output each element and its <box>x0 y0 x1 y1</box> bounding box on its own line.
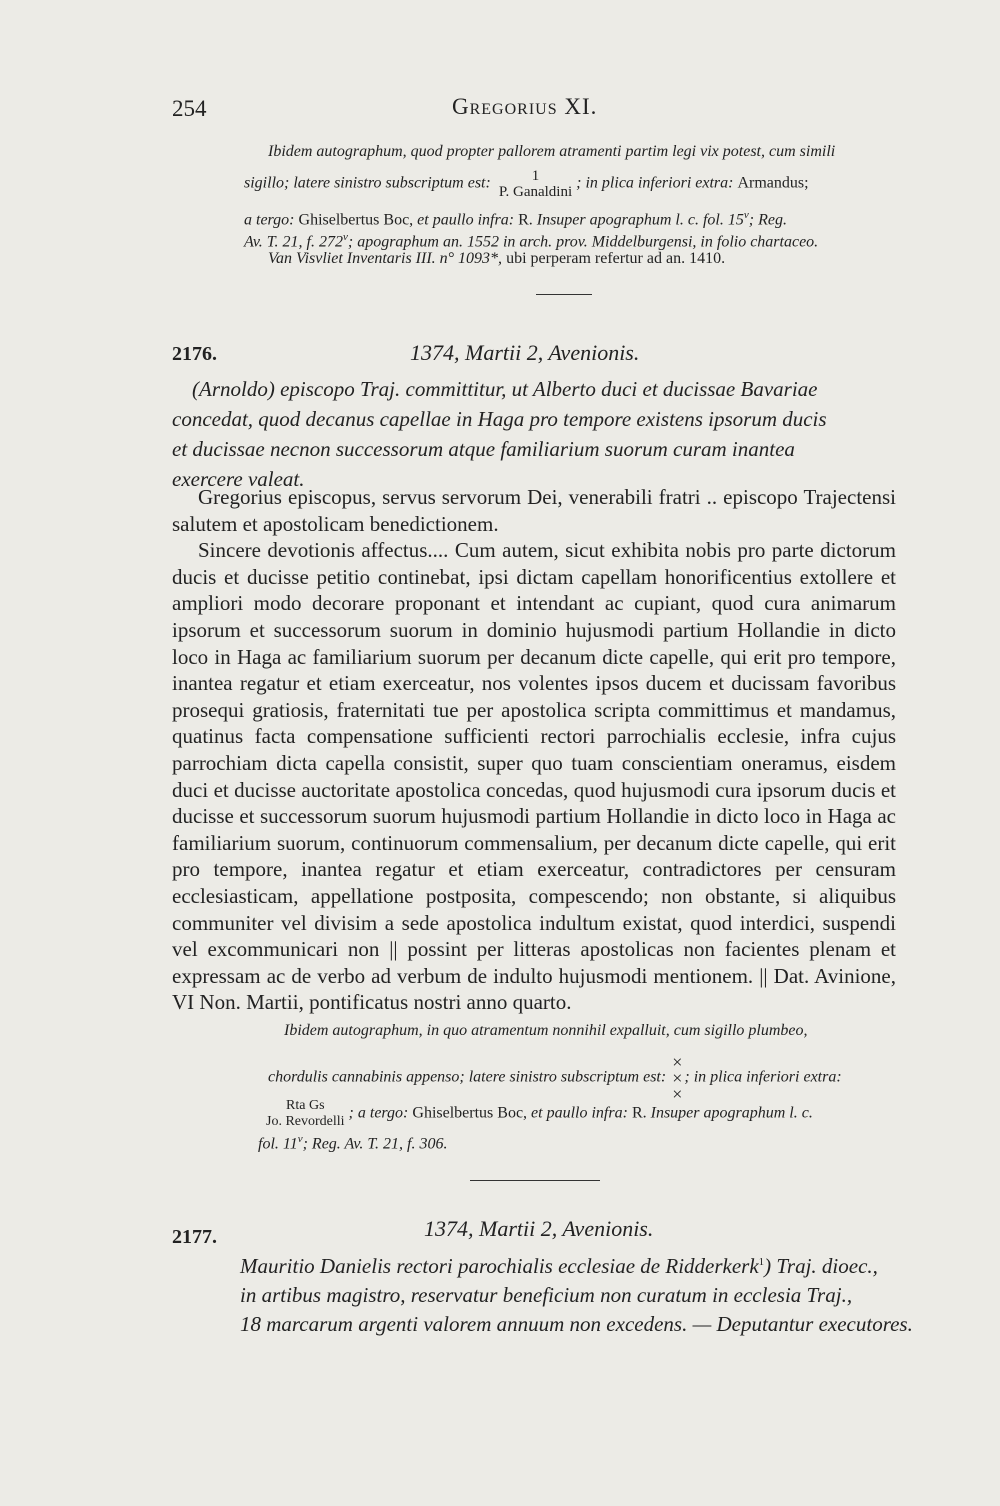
running-title: Gregorius XI. <box>452 94 598 119</box>
entry-number: 2176. <box>172 343 217 365</box>
letter-paragraph: Sincere devotionis affectus.... Cum autem, sicut exhibita nobis pro parte dictorum ducis et ducisse petitio continebat, ipsi dictam capellam honorificentius extollere et ampliori modo decorare proponant et intendant ac cupiant, quod cura animarum ipsorum et successorum suorum in dominio hujusmodi partium Hollandie in dicto loco in Haga ac familiarium suorum per decanum dicte capelle, qui erit pro tempore, inantea regatur et etiam exerceatur, nos volentes ipsos ducem et ducissam favoribus prosequi gratiosis, fraternitati tue per apostolica scripta committimus et mandamus, quatinus facta compensatione sufficienti rectori parrochialis ecclesie, infra cujus parrochiam dicta capella consistit, super quo tuam conscientiam oneramus, eisdem duci et ducisse auctoritate apostolica concedas, quod hujusmodi cura ipsorum ducis et ducisse et successorum suorum hujusmodi partium Hollandie in dicto loco in Haga ac familiarium suorum, continuorum commensalium, per decanum dicte capelle, qui erit pro tempore, inantea regatur et etiam exerceatur, contradictores per censuram ecclesiasticam, appellatione postposita, compescendo; non obstante, si aliquibus communiter vel divisim a sede apostolica indultum existat, quod interdici, suspendi vel excommunicari non || possint per litteras apostolicas non facientes plenam et expressam ac de verbo ad verbum de indulto hujusmodi mentionem. || Dat. Avinione, VI Non. Martii, pontificatus nostri anno quarto. <box>172 538 896 1015</box>
entry-summary: (Arnoldo) episcopo Traj. committitur, ut Alberto duci et ducissae Bavariae concedat, quod decanus capellae in Haga pro tempore existens ipsorum ducis et ducissae necnon successorum atque familiarium suorum curam inantea exercere valeat. <box>172 377 827 491</box>
note-line: Rta Gs Jo. Revordelli ; a tergo: Ghiselbertus Boc, et paullo infra: R. Insuper apographum l. c. <box>266 1098 813 1129</box>
signature-fraction: 1 P. Ganaldini <box>498 168 573 200</box>
entry-date: 1374, Martii 2, Avenionis. <box>410 340 640 365</box>
entry-summary: Mauritio Danielis rectori parochialis ecclesiae de Ridderkerk$^1$) Traj. dioec., in artibus magistro, reservatur beneficium non curatum in ecclesia Traj., 18 marcarum argenti valorem annuum non excedens. — Deputantur executores. <box>240 1254 913 1336</box>
letter-paragraph: Gregorius episcopus, servus servorum Dei, venerabili fratri .. episcopo Trajectensi salutem et apostolicam benedictionem. <box>172 485 896 536</box>
note-line: Ibidem autographum, quod propter pallorem atramenti partim legi vix potest, cum simili <box>268 143 836 160</box>
note-line: Van Visvliet Inventaris III. n° 1093*, ubi perperam refertur ad an. 1410. <box>268 250 726 267</box>
note-line: chordulis cannabinis appenso; latere sinistro subscriptum est: × × ×; in plica inferiori extra: <box>268 1052 842 1104</box>
note-line: sigillo; latere sinistro subscriptum est: 1 P. Ganaldini; in plica inferiori extra: Armandus; <box>244 168 809 200</box>
entry-number: 2177. <box>172 1226 217 1248</box>
note-line: Av. T. 21, f. 272$^v$; apographum an. 1552 in arch. prov. Middelburgensi, in folio chartaceo. <box>244 231 819 251</box>
note-line: Ibidem autographum, in quo atramentum nonnihil expalluit, cum sigillo plumbeo, <box>284 1022 808 1039</box>
entry-date: 1374, Martii 2, Avenionis. <box>424 1216 654 1241</box>
letter-text <box>172 484 896 1016</box>
separator-rule <box>536 294 592 295</box>
signature-fraction: Rta Gs Jo. Revordelli <box>266 1098 345 1129</box>
note-line: a tergo: Ghiselbertus Boc, et paullo infra: R. Insuper apographum l. c. fol. 15$^v$; Reg. <box>244 209 787 229</box>
note-line: fol. 11$^v$; Reg. Av. T. 21, f. 306. <box>258 1133 448 1153</box>
cross-marks: × × × <box>672 1052 683 1104</box>
page-number: 254 <box>172 96 207 121</box>
separator-rule <box>470 1180 600 1181</box>
